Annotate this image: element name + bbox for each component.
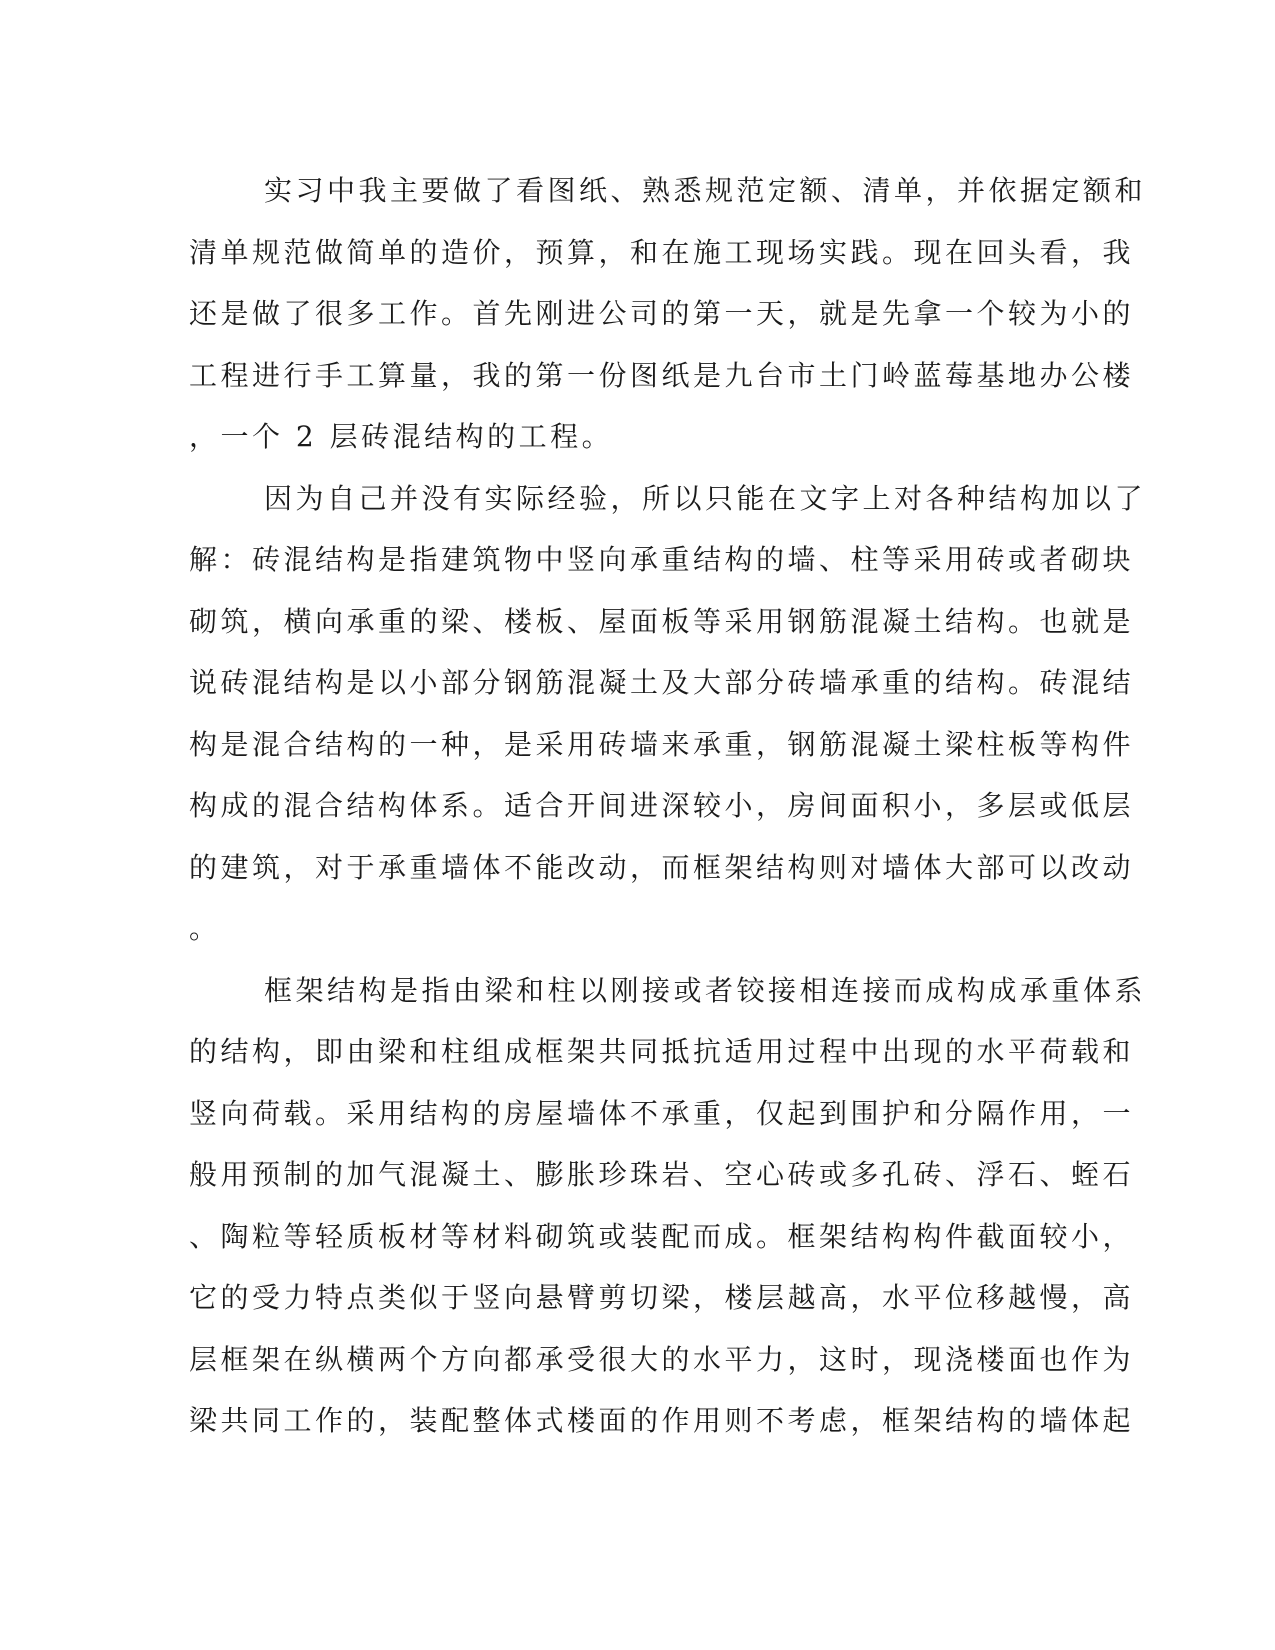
text-line: 清单规范做简单的造价，预算，和在施工现场实践。现在回头看，我: [189, 235, 1135, 269]
text-line: 层框架在纵横两个方向都承受很大的水平力，这时，现浇楼面也作为: [189, 1342, 1135, 1376]
text-line: 构成的混合结构体系。适合开间进深较小，房间面积小，多层或低层: [189, 789, 1135, 822]
text-line: 还是做了很多工作。首先刚进公司的第一天，就是先拿一个较为小的: [189, 297, 1135, 330]
text-line: ，一个 2 层砖混结构的工程。: [189, 420, 614, 453]
text-line: 梁共同工作的，装配整体式楼面的作用则不考虑，框架结构的墙体起: [189, 1404, 1135, 1437]
text-line: 的建筑，对于承重墙体不能改动，而框架结构则对墙体大部可以改动: [189, 850, 1135, 884]
paragraph-2: [189, 468, 1147, 960]
paragraph-3: [189, 960, 1147, 1452]
text-line: 的结构，即由梁和柱组成框架共同抵抗适用过程中出现的水平荷载和: [189, 1035, 1135, 1068]
paragraph-1: [189, 160, 1147, 468]
text-line: 框架结构是指由梁和柱以刚接或者铰接相连接而成构成承重体系: [264, 973, 1147, 1007]
text-line: 般用预制的加气混凝土、膨胀珍珠岩、空心砖或多孔砖、浮石、蛭石: [189, 1158, 1135, 1191]
text-line: 。: [189, 912, 221, 945]
text-line: 解：砖混结构是指建筑物中竖向承重结构的墙、柱等采用砖或者砌块: [189, 543, 1135, 576]
body-text: [189, 160, 1147, 1452]
text-line: 说砖混结构是以小部分钢筋混凝土及大部分砖墙承重的结构。砖混结: [189, 666, 1135, 699]
text-line: 工程进行手工算量，我的第一份图纸是九台市土门岭蓝莓基地办公楼: [189, 358, 1135, 392]
text-line: 、陶粒等轻质板材等材料砌筑或装配而成。框架结构构件截面较小，: [189, 1219, 1135, 1253]
text-line: 因为自己并没有实际经验，所以只能在文字上对各种结构加以了: [264, 481, 1147, 515]
text-line: 砌筑，横向承重的梁、楼板、屋面板等采用钢筋混凝土结构。也就是: [189, 604, 1135, 638]
text-line: 它的受力特点类似于竖向悬臂剪切梁，楼层越高，水平位移越慢，高: [189, 1281, 1135, 1314]
text-line: 实习中我主要做了看图纸、熟悉规范定额、清单，并依据定额和: [264, 174, 1147, 207]
text-line: 竖向荷载。采用结构的房屋墙体不承重，仅起到围护和分隔作用，一: [189, 1096, 1135, 1130]
text-line: 构是混合结构的一种，是采用砖墙来承重，钢筋混凝土梁柱板等构件: [189, 727, 1135, 761]
